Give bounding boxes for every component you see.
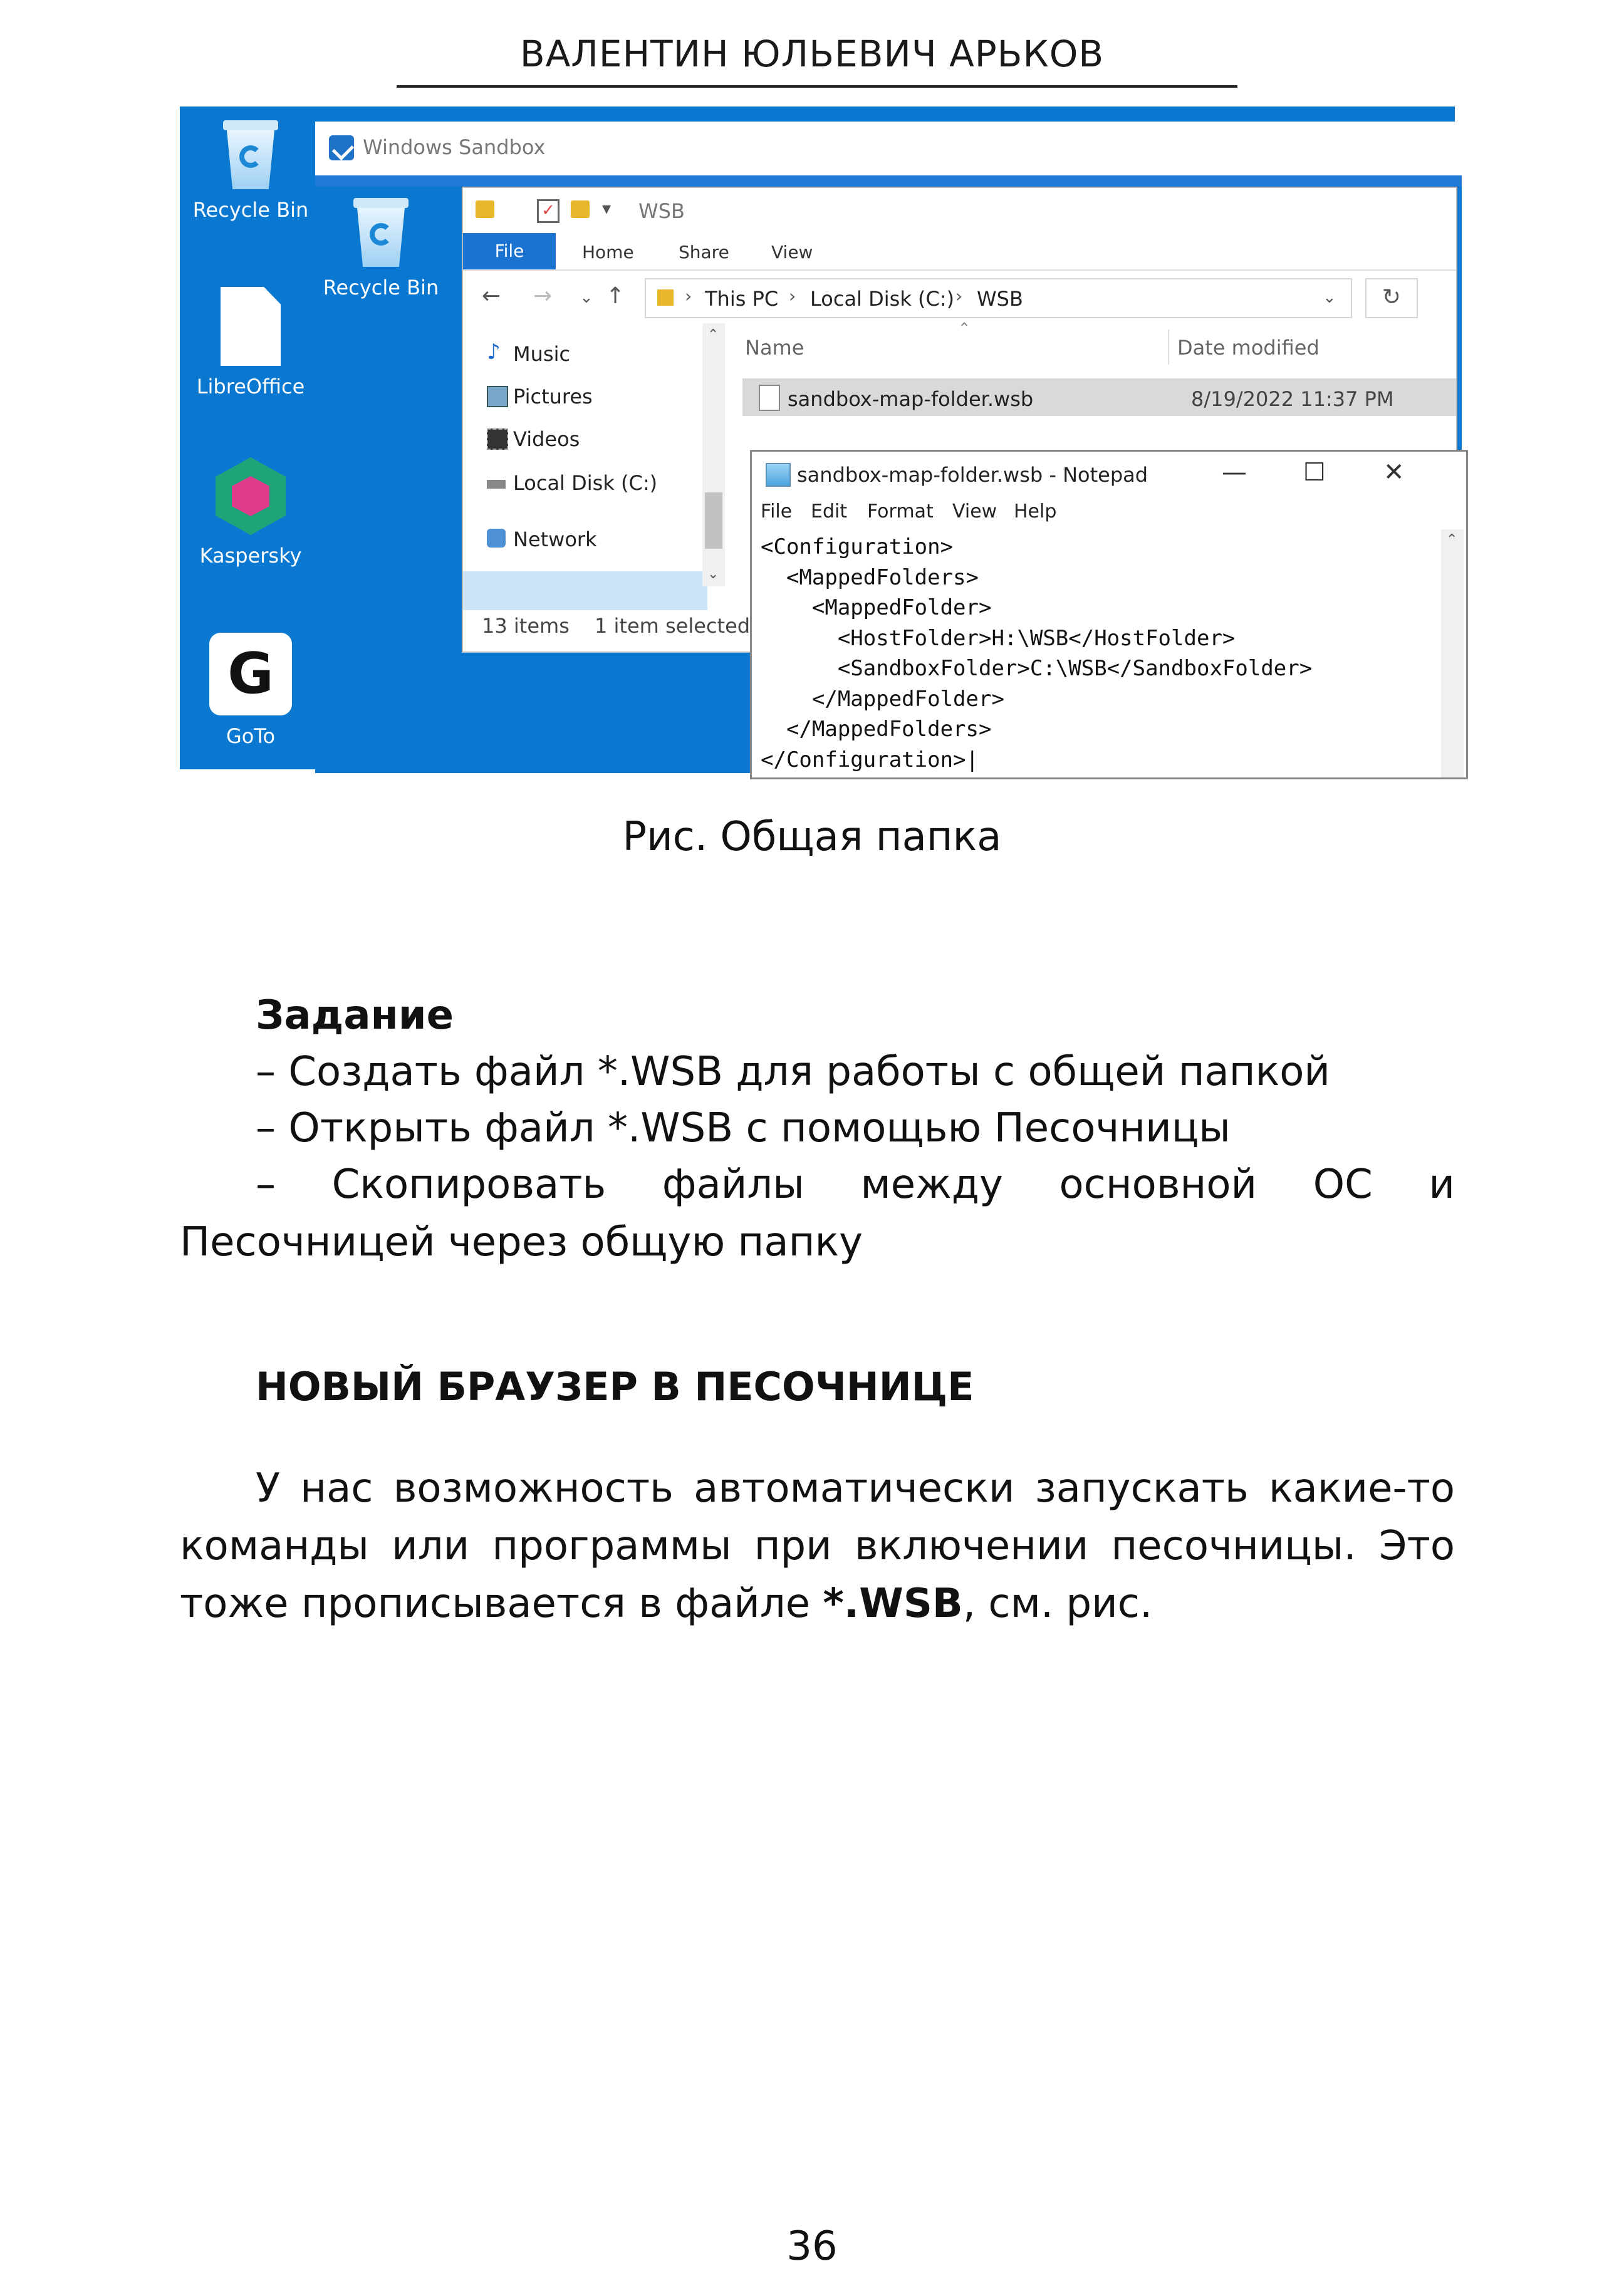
notepad-icon: [766, 463, 791, 487]
folder-icon: [476, 200, 494, 218]
notepad-scrollbar[interactable]: [1441, 529, 1464, 777]
libreoffice-icon: [221, 287, 281, 366]
desktop-icon-label: LibreOffice: [196, 375, 305, 398]
desktop-icon-label: Kaspersky: [199, 544, 302, 568]
menu-file[interactable]: File: [761, 501, 793, 522]
code-line: </MappedFolder>: [761, 686, 1004, 712]
breadcrumb-wsb[interactable]: WSB: [977, 287, 1023, 311]
refresh-icon[interactable]: ↻: [1365, 278, 1418, 318]
code-line: <Configuration>: [761, 534, 954, 559]
breadcrumb-local-disk[interactable]: Local Disk (C:): [810, 287, 955, 311]
file-date: 8/19/2022 11:37 PM: [1191, 387, 1394, 411]
notepad-menu-bar: [752, 493, 1466, 527]
status-item-count: 13 items: [482, 614, 570, 638]
sandbox-logo-icon: [329, 135, 354, 160]
code-line: <MappedFolders>: [761, 564, 979, 590]
recent-locations-icon[interactable]: ⌄: [580, 288, 593, 307]
forward-arrow-icon[interactable]: →: [533, 283, 553, 309]
notepad-text-area[interactable]: [761, 532, 1312, 775]
scroll-thumb[interactable]: [705, 492, 722, 549]
section-heading: НОВЫЙ БРАУЗЕР В ПЕСОЧНИЦЕ: [256, 1364, 974, 1410]
navigation-bar: [463, 269, 1456, 323]
tab-file[interactable]: File: [463, 233, 556, 269]
column-header-name[interactable]: Name: [745, 336, 804, 360]
videos-icon: [487, 429, 508, 450]
nav-item-label: Videos: [513, 427, 580, 451]
ribbon: [463, 233, 1456, 271]
file-name: sandbox-map-folder.wsb: [788, 387, 1034, 411]
scroll-up-icon[interactable]: ⌃: [1446, 532, 1458, 548]
sort-ascending-icon: ⌃: [958, 319, 971, 337]
kaspersky-icon: [216, 457, 286, 535]
notepad-window: [750, 450, 1468, 779]
task-item: – Создать файл *.WSB для работы с общей папкой: [256, 1049, 1330, 1095]
explorer-titlebar[interactable]: [463, 188, 1456, 233]
nav-item-videos[interactable]: [513, 427, 580, 451]
column-separator[interactable]: [1168, 330, 1169, 365]
nav-item-local-disk[interactable]: [513, 471, 657, 495]
recycle-bin-icon: [221, 120, 281, 189]
sandbox-strip: [315, 175, 1462, 187]
nav-item-label: Local Disk (C:): [513, 471, 658, 495]
navigation-pane: [463, 323, 726, 586]
scroll-up-icon[interactable]: ⌃: [707, 327, 719, 343]
desktop-icon-label: Recycle Bin: [192, 198, 309, 222]
column-header-date[interactable]: Date modified: [1177, 336, 1320, 360]
nav-item-label: Pictures: [513, 385, 593, 408]
sandbox-icon-recycle-bin[interactable]: [315, 198, 447, 299]
maximize-icon[interactable]: ☐: [1303, 458, 1326, 487]
tab-home[interactable]: Home: [582, 242, 634, 262]
desktop-icon-label: GoTo: [226, 724, 276, 748]
header-rule: [397, 85, 1237, 88]
file-row[interactable]: [742, 378, 1456, 416]
nav-scrollbar[interactable]: [702, 323, 725, 586]
tab-view[interactable]: View: [771, 242, 813, 262]
address-bar[interactable]: › This PC › Local Disk (C:) › WSB ⌄: [645, 278, 1352, 318]
file-icon: [759, 385, 780, 411]
body-paragraph: [180, 1460, 1455, 1633]
nav-item-label: Network: [513, 527, 597, 551]
nav-item-pictures[interactable]: [513, 385, 593, 408]
nav-item-label: Music: [513, 342, 571, 366]
code-line: <MappedFolder>: [761, 595, 992, 620]
nav-item-network[interactable]: [513, 527, 597, 551]
goto-icon: G: [209, 633, 292, 715]
notepad-title: sandbox-map-folder.wsb - Notepad: [797, 463, 1148, 487]
task-item: – Открыть файл *.WSB с помощью Песочницы: [256, 1105, 1231, 1151]
paragraph-text-end: , см. рис.: [962, 1581, 1153, 1627]
scroll-down-icon[interactable]: ⌄: [707, 566, 719, 582]
explorer-title: WSB: [638, 199, 685, 223]
menu-edit[interactable]: Edit: [811, 501, 848, 522]
code-line: </Configuration>|: [761, 747, 979, 772]
desktop-icon-goto[interactable]: [185, 633, 316, 748]
figure-screenshot: [180, 106, 1458, 772]
network-icon: [487, 529, 506, 548]
code-line: </MappedFolders>: [761, 717, 992, 742]
folder-icon: [657, 289, 674, 306]
sandbox-title: Windows Sandbox: [363, 135, 546, 159]
menu-view[interactable]: View: [952, 501, 997, 522]
desktop-icon-libreoffice[interactable]: [185, 287, 316, 398]
sandbox-titlebar[interactable]: [315, 122, 1462, 177]
task-item: – Скопировать файлы между основной ОС и Песочницей через общую папку: [180, 1161, 1455, 1265]
paragraph-text: У нас возможность автоматически запускать какие-то команды или программы при включении песочницы. Это тоже прописывается в файле: [180, 1465, 1455, 1627]
recycle-bin-icon: [351, 198, 411, 267]
breadcrumb-this-pc[interactable]: This PC: [705, 287, 779, 311]
minimize-icon[interactable]: —: [1222, 458, 1247, 487]
new-folder-icon[interactable]: [571, 200, 590, 218]
drive-icon: [487, 480, 506, 489]
desktop-icon-label: Recycle Bin: [323, 276, 439, 299]
page-number: 36: [786, 2223, 838, 2270]
running-head: ВАЛЕНТИН ЮЛЬЕВИЧ АРЬКОВ: [519, 33, 1105, 75]
paragraph-bold-filename: *.WSB: [823, 1581, 963, 1627]
tab-share[interactable]: Share: [679, 242, 729, 262]
menu-format[interactable]: Format: [867, 501, 934, 522]
task-heading: Задание: [256, 992, 454, 1039]
desktop-icon-recycle-bin[interactable]: [185, 120, 316, 222]
notepad-titlebar[interactable]: [752, 452, 1466, 493]
up-arrow-icon[interactable]: ↑: [606, 283, 625, 309]
address-dropdown-icon[interactable]: ⌄: [1323, 288, 1336, 307]
close-icon[interactable]: ✕: [1383, 458, 1405, 487]
nav-item-music[interactable]: [487, 340, 571, 366]
pictures-icon: [487, 386, 508, 407]
code-line: <SandboxFolder>C:\WSB</SandboxFolder>: [761, 656, 1313, 681]
quick-access-dropdown-icon[interactable]: ▾: [602, 198, 612, 219]
figure-caption: Рис. Общая папка: [622, 814, 1002, 860]
properties-icon[interactable]: ✓: [537, 199, 560, 223]
status-selection: 1 item selected: [595, 614, 751, 638]
menu-help[interactable]: Help: [1014, 501, 1057, 522]
back-arrow-icon[interactable]: ←: [482, 283, 501, 309]
music-icon: ♪: [487, 340, 501, 365]
code-line: <HostFolder>H:\WSB</HostFolder>: [761, 625, 1236, 651]
desktop-icon-kaspersky[interactable]: [185, 457, 316, 568]
